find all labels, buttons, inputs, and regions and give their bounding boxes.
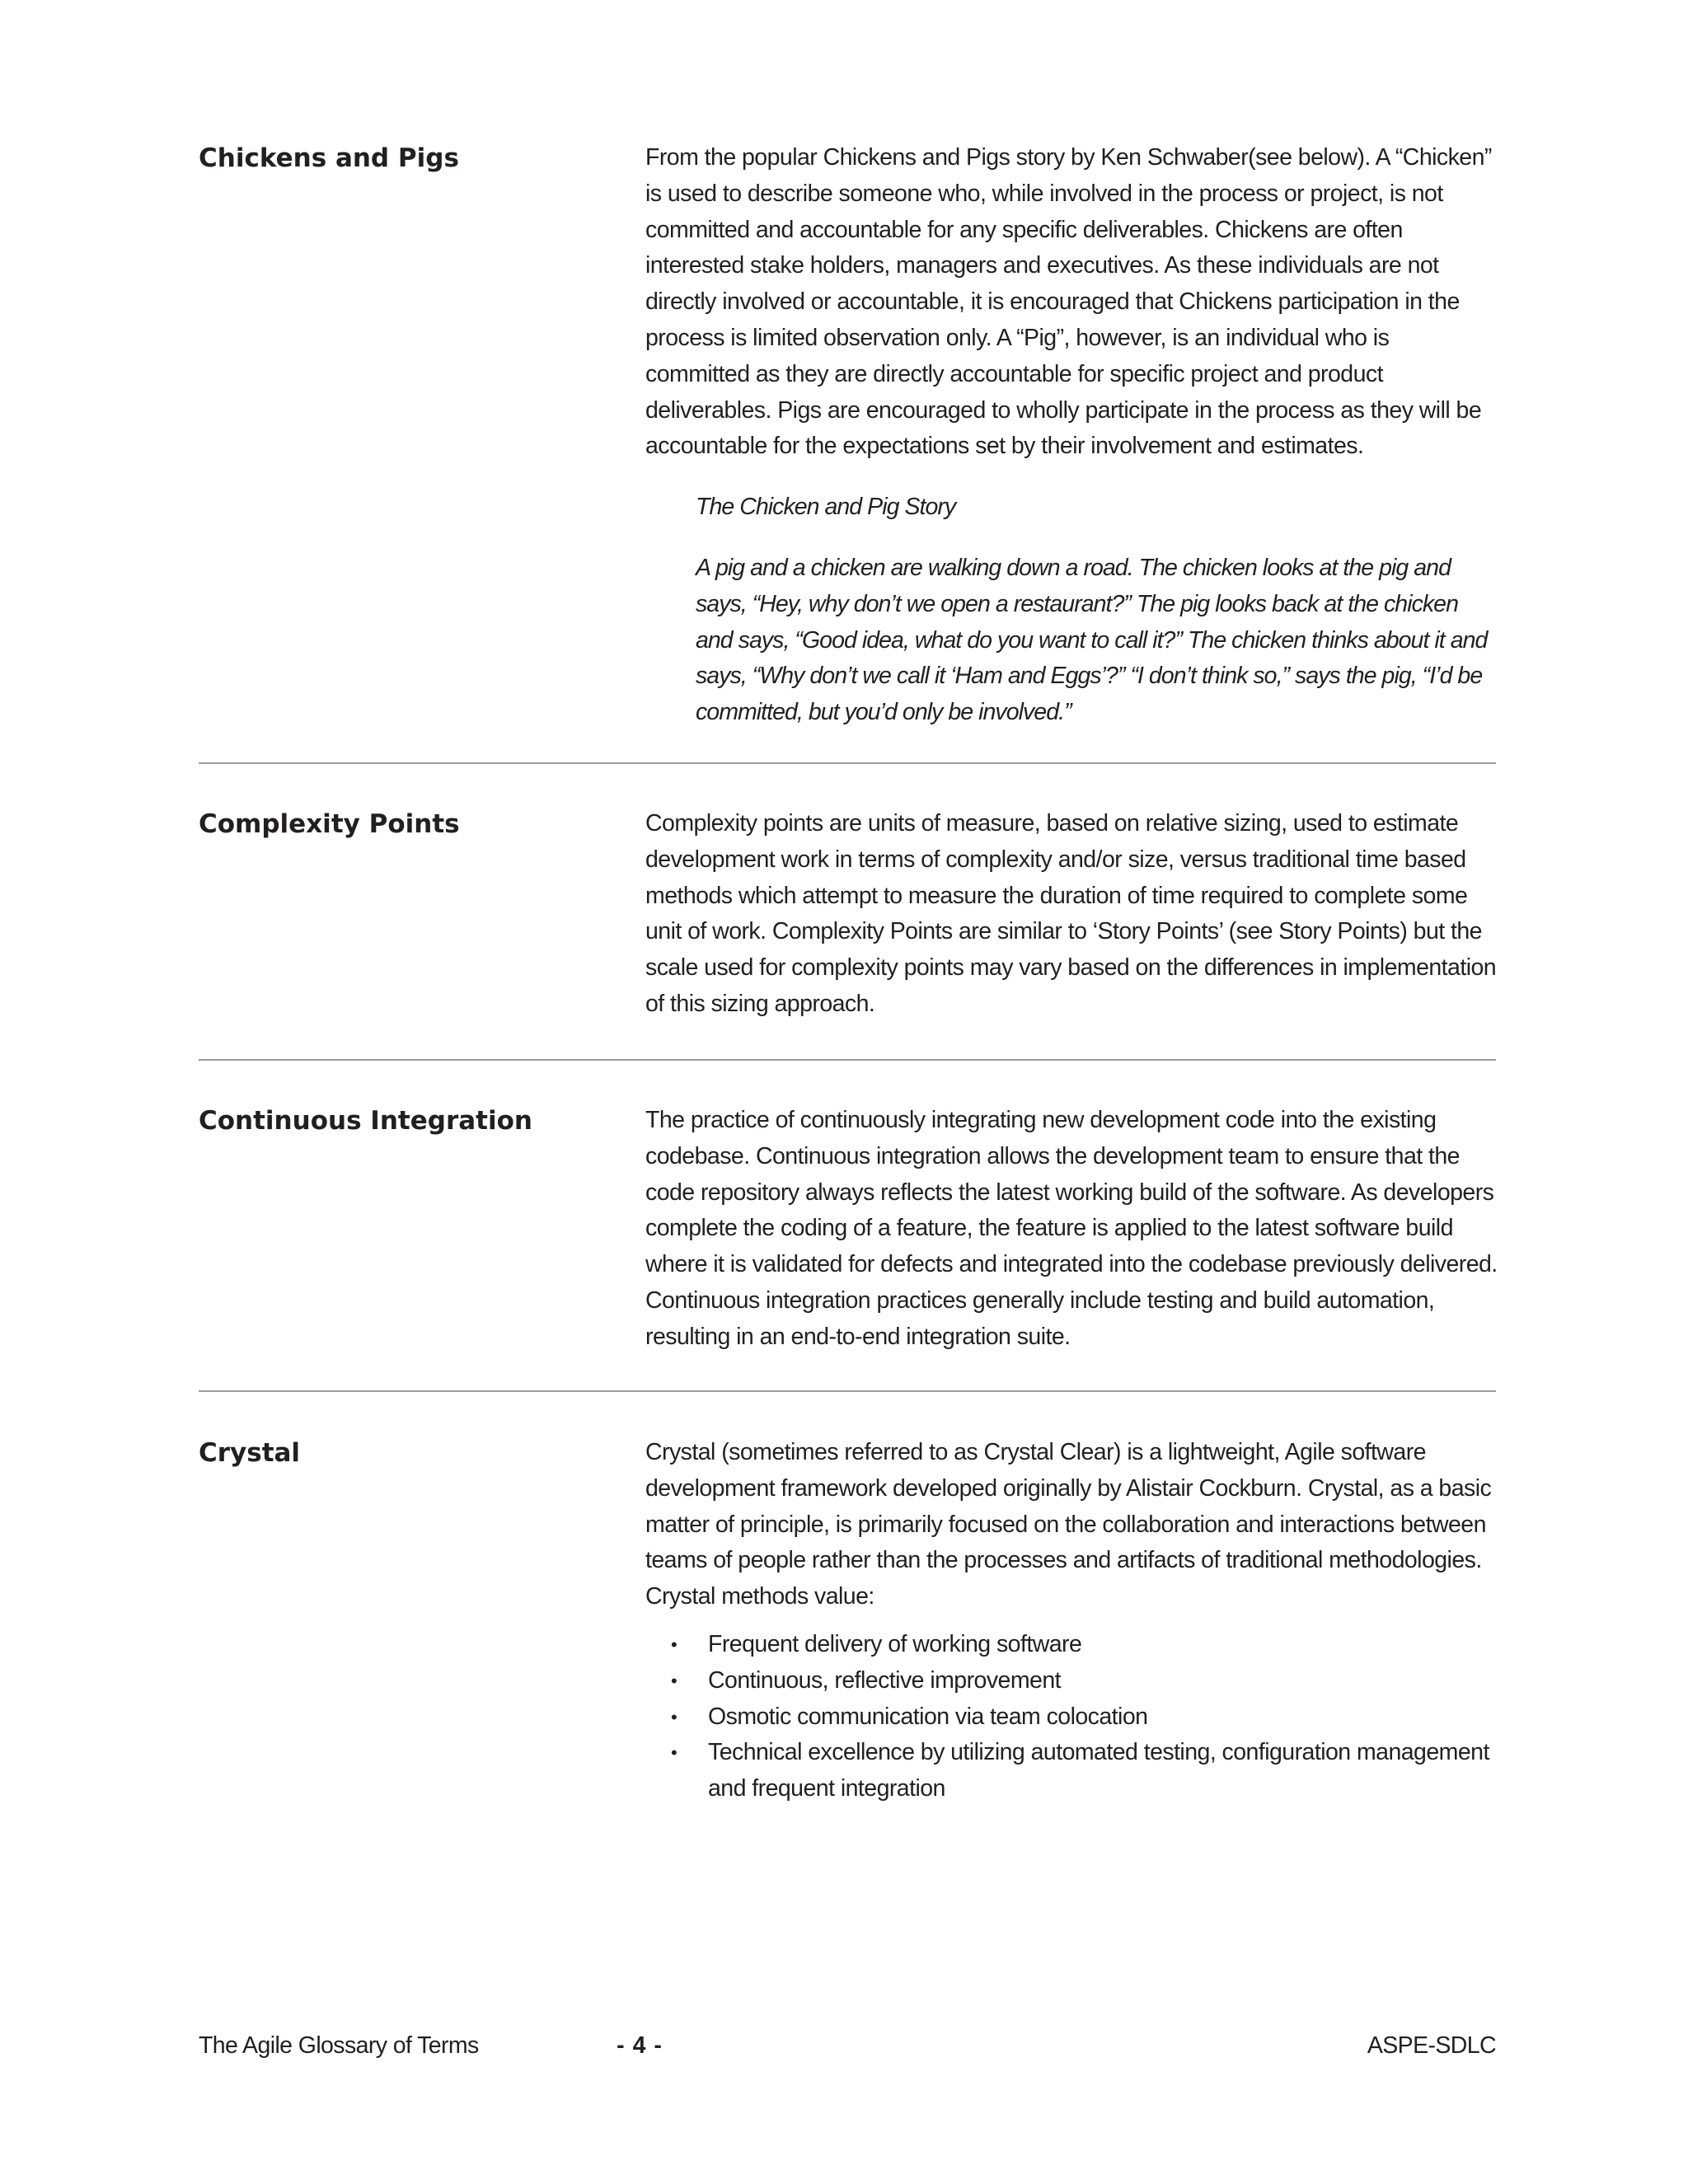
definition-block [645, 140, 1498, 731]
footer-document-title: The Agile Glossary of Terms [199, 2032, 479, 2059]
section-divider [199, 1390, 1496, 1392]
section-divider [199, 1059, 1496, 1061]
bullet-icon: • [671, 1706, 678, 1727]
story-quote [696, 490, 1498, 731]
footer-course-code: ASPE-SDLC [1367, 2032, 1496, 2059]
bullet-icon: • [671, 1742, 678, 1764]
bullet-icon: • [671, 1633, 678, 1655]
definition-block [645, 1435, 1498, 1807]
term-heading: Crystal [199, 1438, 301, 1468]
page-number: - 4 - [617, 2032, 663, 2059]
term-heading: Chickens and Pigs [199, 143, 459, 173]
definition-text: Crystal (sometimes referred to as Crystal Clear) is a lightweight, Agile software development framework developed originally by Alistair Cockburn. Crystal, as a basic matter of principle, is primarily focused on the collaboration and interactions between teams of people rather than the processes and artifacts of traditional methodologies. Crystal methods value: [645, 1439, 1492, 1610]
story-title: The Chicken and Pig Story [696, 494, 956, 521]
list-item: • Osmotic communication via team colocation [645, 1699, 1498, 1736]
definition-text: The practice of continuously integrating new development code into the existing codebase. Continuous integration allows the development team to ensure that the code repository always reflects the latest working build of the software. As developers complete the coding of a feature, the feature is applied to the latest software build where it is validated for defects and integrated into the codebase previously delivered. Continuous integration practices generally include testing and build automation, resulting in an end-to-end integration suite. [645, 1107, 1498, 1350]
list-item: • Continuous, reflective improvement [645, 1663, 1498, 1699]
list-item: • Technical excellence by utilizing automated testing, configuration management and frequent integration [645, 1735, 1498, 1807]
definition-text: Complexity points are units of measure, based on relative sizing, used to estimate development work in terms of complexity and/or size, versus traditional time based methods which attempt to measure the duration of time required to complete some unit of work. Complexity Points are similar to ‘Story Points’ (see Story Points) but the scale used for complexity points may vary based on the differences in implementation of this sizing approach. [645, 810, 1497, 1017]
definition-block [645, 806, 1498, 1023]
page-footer [199, 2029, 1496, 2062]
term-heading: Continuous Integration [199, 1106, 532, 1136]
definition-text: From the popular Chickens and Pigs story by Ken Schwaber(see below). A “Chicken” is used to describe someone who, while involved in the process or project, is not committed and accountable for any specific deliverables. Chickens are often interested stake holders, managers and executives. As these individuals are not directly involved or accountable, it is encouraged that Chickens participation in the process is limited observation only. A “Pig”, however, is an individual who is committed as they are directly accountable for specific project and product deliverables. Pigs are encouraged to wholly participate in the process as they will be accountable for the expectations set by their involvement and estimates. [645, 144, 1492, 460]
definition-block [645, 1103, 1498, 1356]
crystal-values-list [645, 1627, 1498, 1807]
bullet-icon: • [671, 1670, 678, 1691]
section-divider [199, 762, 1496, 764]
story-text: A pig and a chicken are walking down a road. The chicken looks at the pig and says, “Hey, why don’t we open a restaurant?” The pig looks back at the chicken and says, “Good idea, what do you want to call it?” The chicken thinks about it and says, “Why don’t we call it ‘Ham and Eggs’?” “I don’t think so,” says the pig, “I’d be committed, but you’d only be involved.” [696, 554, 1488, 726]
list-item: • Frequent delivery of working software [645, 1627, 1498, 1663]
term-heading: Complexity Points [199, 809, 460, 839]
